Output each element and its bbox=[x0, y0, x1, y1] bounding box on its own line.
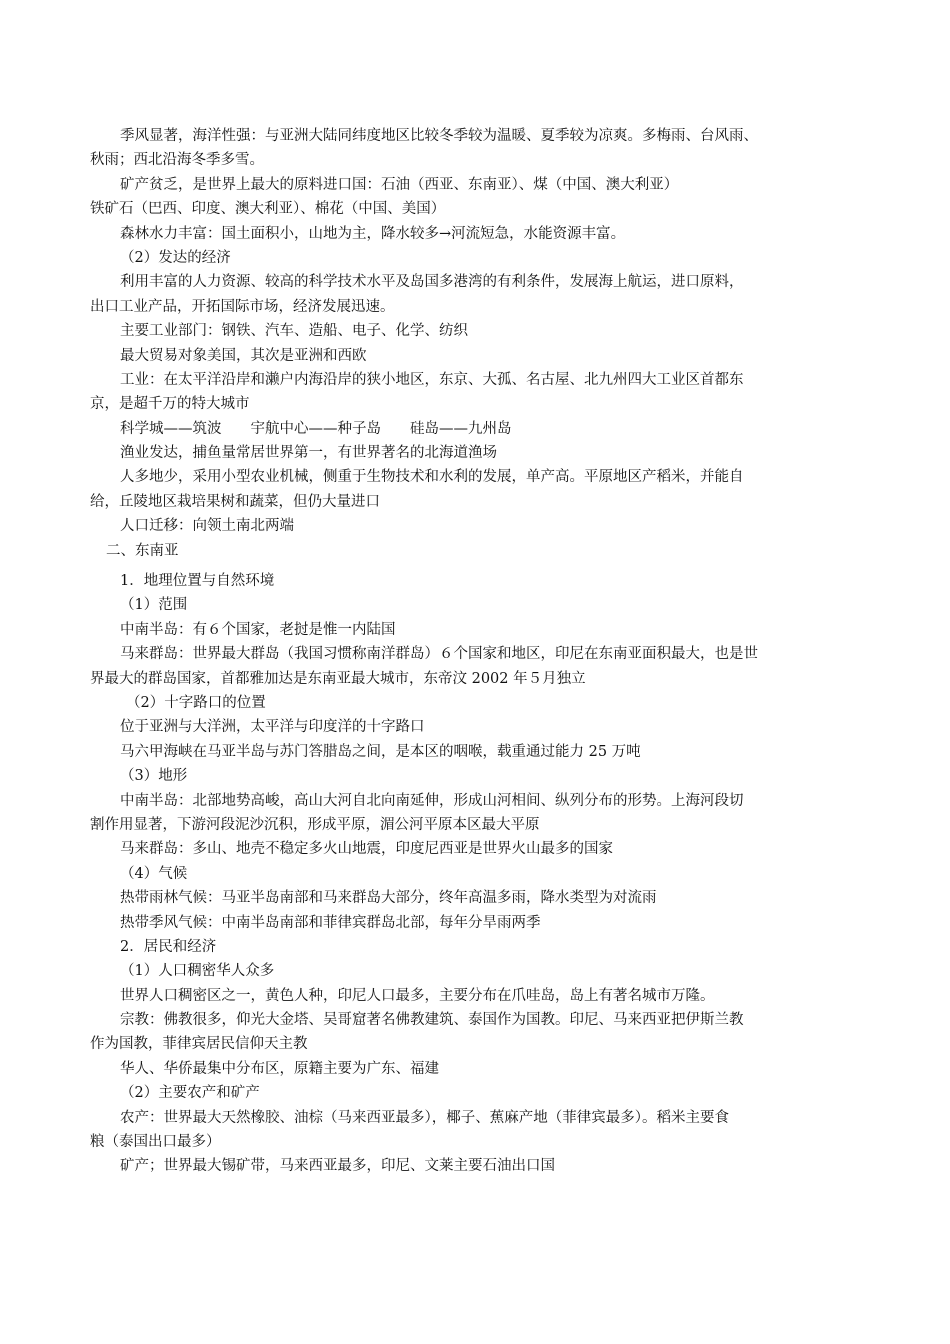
text-line: 热带雨林气候：马亚半岛南部和马来群岛大部分，终年高温多雨，降水类型为对流雨 bbox=[120, 890, 657, 907]
text-line: 人多地少，采用小型农业机械，侧重于生物技术和水利的发展，单产高。平原地区产稻米，并能自 bbox=[120, 469, 744, 486]
text-line: 中南半岛：北部地势高峻，高山大河自北向南延伸，形成山河相间、纵列分布的形势。上海河段切 bbox=[120, 792, 744, 809]
text-line: 世界人口稠密区之一，黄色人种，印尼人口最多，主要分布在爪哇岛，岛上有著名城市万隆。 bbox=[120, 987, 715, 1004]
text-line: 马来群岛：多山、地壳不稳定多火山地震，印度尼西亚是世界火山最多的国家 bbox=[120, 841, 613, 858]
text-line: 最大贸易对象美国，其次是亚洲和西欧 bbox=[120, 347, 367, 364]
section-heading: 1．地理位置与自然环境 bbox=[120, 573, 275, 590]
text-line: 热带季风气候：中南半岛南部和菲律宾群岛北部，每年分旱雨两季 bbox=[120, 914, 541, 931]
text-line: 季风显著，海洋性强：与亚洲大陆同纬度地区比较冬季较为温暖、夏季较为凉爽。多梅雨、台风雨、 bbox=[120, 128, 758, 144]
text-line: 京，是超千万的特大城市 bbox=[90, 396, 250, 413]
chapter-heading: 二、东南亚 bbox=[106, 542, 179, 559]
text-line: 粮（泰国出口最多） bbox=[90, 1134, 221, 1151]
text-line: 矿产贫乏，是世界上最大的原料进口国：石油（西亚、东南亚）、煤（中国、澳大利亚） bbox=[120, 176, 679, 193]
text-line: 渔业发达，捕鱼量常居世界第一，有世界著名的北海道渔场 bbox=[120, 445, 497, 462]
text-line: 矿产；世界最大锡矿带，马来西亚最多，印尼、文莱主要石油出口国 bbox=[120, 1158, 555, 1175]
text-line: 农产：世界最大天然橡胶、油棕（马来西亚最多），椰子、蕉麻产地（菲律宾最多）。稻米主要食 bbox=[120, 1109, 729, 1126]
text-line: 出口工业产品，开拓国际市场，经济发展迅速。 bbox=[90, 298, 395, 315]
text-line: 马来群岛：世界最大群岛（我国习惯称南洋群岛）６个国家和地区，印尼在东南亚面积最大，也是世 bbox=[120, 646, 758, 663]
text-line: 宗教：佛教很多，仰光大金塔、吴哥窟著名佛教建筑、泰国作为国教。印尼、马来西亚把伊斯兰教 bbox=[120, 1012, 744, 1029]
text-line: 科学城——筑波 宇航中心——种子岛 硅岛——九州岛 bbox=[120, 420, 512, 437]
document-body bbox=[90, 124, 866, 1179]
subsection-heading: （2）主要农产和矿产 bbox=[120, 1085, 260, 1102]
text-line: 位于亚洲与大洋洲，太平洋与印度洋的十字路口 bbox=[120, 719, 425, 736]
subsection-heading: （3）地形 bbox=[120, 768, 188, 785]
text-line: 给，丘陵地区栽培果树和蔬菜，但仍大量进口 bbox=[90, 493, 380, 510]
subsection-heading: （2）十字路口的位置 bbox=[126, 694, 266, 711]
text-line: 界最大的群岛国家，首都雅加达是东南亚最大城市，东帝汶 2002 年５月独立 bbox=[90, 670, 586, 687]
text-line: 作为国教，菲律宾居民信仰天主教 bbox=[90, 1036, 308, 1053]
text-line: 秋雨；西北沿海冬季多雪。 bbox=[90, 152, 264, 169]
text-line: 马六甲海峡在马亚半岛与苏门答腊岛之间，是本区的咽喉，载重通过能力 25 万吨 bbox=[120, 743, 641, 760]
text-line: 主要工业部门：钢铁、汽车、造船、电子、化学、纺织 bbox=[120, 323, 468, 340]
text-line: 人口迁移：向领土南北两端 bbox=[120, 518, 294, 535]
subsection-heading: （1）人口稠密华人众多 bbox=[120, 963, 275, 980]
text-line: 工业：在太平洋沿岸和濑户内海沿岸的狭小地区，东京、大孤、名古屋、北九州四大工业区首都东 bbox=[120, 371, 744, 388]
text-line: 铁矿石（巴西、印度、澳大利亚）、棉花（中国、美国） bbox=[90, 201, 446, 218]
section-heading: 2．居民和经济 bbox=[120, 938, 217, 955]
subsection-heading: （1）范围 bbox=[120, 597, 188, 614]
text-line: 中南半岛：有６个国家，老挝是惟一内陆国 bbox=[120, 621, 396, 638]
text-line: 利用丰富的人力资源、较高的科学技术水平及岛国多港湾的有利条件，发展海上航运，进口原料， bbox=[120, 274, 744, 291]
text-line: 割作用显著，下游河段泥沙沉积，形成平原，湄公河平原本区最大平原 bbox=[90, 816, 540, 833]
subsection-heading: （4）气候 bbox=[120, 865, 188, 882]
text-line: 华人、华侨最集中分布区，原籍主要为广东、福建 bbox=[120, 1060, 439, 1077]
section-heading: （2）发达的经济 bbox=[120, 249, 231, 266]
text-line: 森林水力丰富：国土面积小，山地为主，降水较多→河流短急，水能资源丰富。 bbox=[120, 225, 626, 242]
